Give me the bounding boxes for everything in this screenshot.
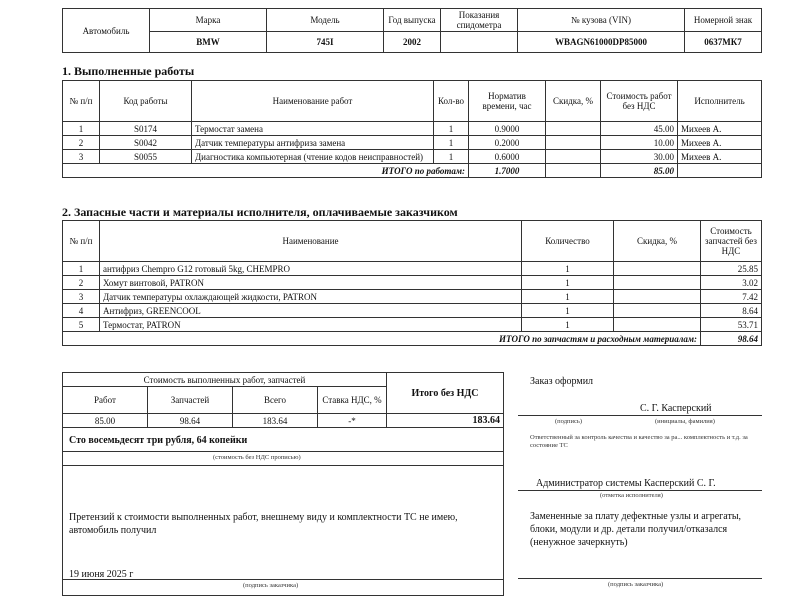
- work-qty: 1: [434, 150, 469, 164]
- summary-total-value: 183.64: [387, 414, 504, 428]
- work-qty: 1: [434, 136, 469, 150]
- manager-sign-line: [518, 415, 762, 416]
- work-time: 0.9000: [469, 122, 546, 136]
- total-in-words: Сто восемьдесят три рубля, 64 копейки: [69, 435, 248, 446]
- part-qty: 1: [522, 304, 614, 318]
- part-cost: 25.85: [701, 262, 762, 276]
- manager-name: С. Г. Касперский: [640, 403, 712, 414]
- year-header: Год выпуска: [384, 9, 441, 32]
- parts-title: 2. Запасные части и материалы исполнителя, оплачиваемые заказчиком: [62, 205, 458, 219]
- car-info-table: [62, 8, 762, 53]
- part-name: Хомут винтовой, PATRON: [100, 276, 522, 290]
- client-sign-caption: (подпись заказчика): [243, 582, 299, 589]
- work-time: 0.2000: [469, 136, 546, 150]
- model-value: 745I: [267, 32, 384, 53]
- summary-vat-value: -*: [318, 414, 387, 428]
- part-name: антифриз Chempro G12 готовый 5kg, CHEMPRO: [100, 262, 522, 276]
- works-col-cost: Стоимость работ без НДС: [601, 81, 678, 122]
- summary-works-value: 85.00: [63, 414, 148, 428]
- part-cost: 7.42: [701, 290, 762, 304]
- table-row: [63, 150, 762, 164]
- work-cost: 10.00: [601, 136, 678, 150]
- table-row: [63, 122, 762, 136]
- parts-col-discount: Скидка, %: [614, 221, 701, 262]
- work-name: Датчик температуры антифриза замена: [192, 136, 434, 150]
- part-num: 4: [63, 304, 100, 318]
- words-divider: [63, 451, 503, 452]
- part-num: 1: [63, 262, 100, 276]
- works-col-worker: Исполнитель: [678, 81, 762, 122]
- manager-name-caption: (инициалы, фамилия): [655, 418, 715, 425]
- table-row: [63, 136, 762, 150]
- work-qty: 1: [434, 122, 469, 136]
- parts-total-cost: 98.64: [701, 332, 762, 346]
- works-col-time: Норматив времени, час: [469, 81, 546, 122]
- odometer-header: Показания спидометра: [441, 9, 518, 32]
- work-name: Диагностика компьютерная (чтение кодов неисправностей): [192, 150, 434, 164]
- table-row: [63, 262, 762, 276]
- model-header: Модель: [267, 9, 384, 32]
- work-name: Термостат замена: [192, 122, 434, 136]
- works-title: 1. Выполненные работы: [62, 64, 195, 78]
- work-num: 1: [63, 122, 100, 136]
- summary-parts-value: 98.64: [148, 414, 233, 428]
- works-col-discount: Скидка, %: [546, 81, 601, 122]
- part-discount: [614, 318, 701, 332]
- parts-total-row: [63, 332, 762, 346]
- parts-table: [62, 220, 762, 346]
- work-cost: 30.00: [601, 150, 678, 164]
- summary-all-value: 183.64: [233, 414, 318, 428]
- summary-works-header: Работ: [63, 387, 148, 414]
- summary-title: Стоимость выполненных работ, запчастей: [63, 373, 387, 387]
- part-name: Термостат, PATRON: [100, 318, 522, 332]
- work-discount: [546, 150, 601, 164]
- work-code: S0174: [100, 122, 192, 136]
- part-qty: 1: [522, 318, 614, 332]
- summary-all-header: Всего: [233, 387, 318, 414]
- works-table: [62, 80, 762, 178]
- parts-col-qty: Количество: [522, 221, 614, 262]
- part-cost: 8.64: [701, 304, 762, 318]
- work-num: 2: [63, 136, 100, 150]
- work-discount: [546, 136, 601, 150]
- manager-sign-caption: (подпись): [555, 418, 582, 425]
- summary-total-header: Итого без НДС: [387, 373, 504, 414]
- vin-value: WBAGN61000DP85000: [518, 32, 685, 53]
- parts-col-cost: Стоимость запчастей без НДС: [701, 221, 762, 262]
- works-col-name: Наименование работ: [192, 81, 434, 122]
- client-right-sign-line: [518, 578, 762, 579]
- words-caption: (стоимость без НДС прописью): [213, 454, 301, 461]
- part-num: 5: [63, 318, 100, 332]
- works-total-label: ИТОГО по работам:: [63, 164, 469, 178]
- brand-value: BMW: [150, 32, 267, 53]
- words-bottom-divider: [63, 465, 503, 466]
- works-total-cost: 85.00: [601, 164, 678, 178]
- part-cost: 53.71: [701, 318, 762, 332]
- part-name: Датчик температуры охлаждающей жидкости, PATRON: [100, 290, 522, 304]
- admin-sign-line: [518, 490, 762, 491]
- table-row: [63, 290, 762, 304]
- work-code: S0042: [100, 136, 192, 150]
- year-value: 2002: [384, 32, 441, 53]
- vin-header: № кузова (VIN): [518, 9, 685, 32]
- client-sign-line: [63, 579, 503, 580]
- work-discount: [546, 122, 601, 136]
- parts-total-label: ИТОГО по запчастям и расходным материалам:: [63, 332, 701, 346]
- work-worker: Михеев А.: [678, 150, 762, 164]
- part-qty: 1: [522, 290, 614, 304]
- brand-header: Марка: [150, 9, 267, 32]
- works-total-empty: [678, 164, 762, 178]
- plate-value: 0637МК7: [685, 32, 762, 53]
- summary-vat-header: Ставка НДС, %: [318, 387, 387, 414]
- admin-value: Администратор системы Касперский С. Г.: [536, 478, 716, 489]
- work-cost: 45.00: [601, 122, 678, 136]
- work-num: 3: [63, 150, 100, 164]
- client-right-caption: (подпись заказчика): [608, 581, 664, 588]
- admin-caption: (отметка исполнителя): [600, 492, 663, 499]
- replaced-parts-text: Замененные за плату дефектные узлы и агрегаты, блоки, модули и др. детали получил/отказался (ненужное зачеркнуть): [530, 511, 742, 548]
- part-num: 3: [63, 290, 100, 304]
- part-qty: 1: [522, 262, 614, 276]
- summary-table: [63, 373, 503, 428]
- table-row: [63, 304, 762, 318]
- works-col-num: № п/п: [63, 81, 100, 122]
- work-worker: Михеев А.: [678, 136, 762, 150]
- part-num: 2: [63, 276, 100, 290]
- work-code: S0055: [100, 150, 192, 164]
- car-header: Автомобиль: [63, 9, 150, 53]
- parts-col-num: № п/п: [63, 221, 100, 262]
- part-name: Антифриз, GREENCOOL: [100, 304, 522, 318]
- summary-parts-header: Запчастей: [148, 387, 233, 414]
- control-text: Ответственный за контроль качества и качество за ра... комплектность и т.д. за состояние ТС: [530, 434, 748, 449]
- part-cost: 3.02: [701, 276, 762, 290]
- parts-col-name: Наименование: [100, 221, 522, 262]
- works-total-row: [63, 164, 762, 178]
- table-row: [63, 318, 762, 332]
- part-discount: [614, 290, 701, 304]
- part-discount: [614, 262, 701, 276]
- works-total-time: 1.7000: [469, 164, 546, 178]
- part-discount: [614, 304, 701, 318]
- odometer-value: [441, 32, 518, 53]
- works-col-qty: Кол-во: [434, 81, 469, 122]
- part-discount: [614, 276, 701, 290]
- plate-header: Номерной знак: [685, 9, 762, 32]
- works-col-code: Код работы: [100, 81, 192, 122]
- work-worker: Михеев А.: [678, 122, 762, 136]
- works-total-empty: [546, 164, 601, 178]
- handover-date: 19 июня 2025 г: [69, 569, 134, 580]
- order-label: Заказ оформил: [530, 376, 594, 387]
- claims-text: Претензий к стоимости выполненных работ, внешнему виду и комплектности ТС не имею, автомобиль получил: [69, 512, 458, 536]
- work-time: 0.6000: [469, 150, 546, 164]
- part-qty: 1: [522, 276, 614, 290]
- table-row: [63, 276, 762, 290]
- summary-box: [62, 372, 504, 596]
